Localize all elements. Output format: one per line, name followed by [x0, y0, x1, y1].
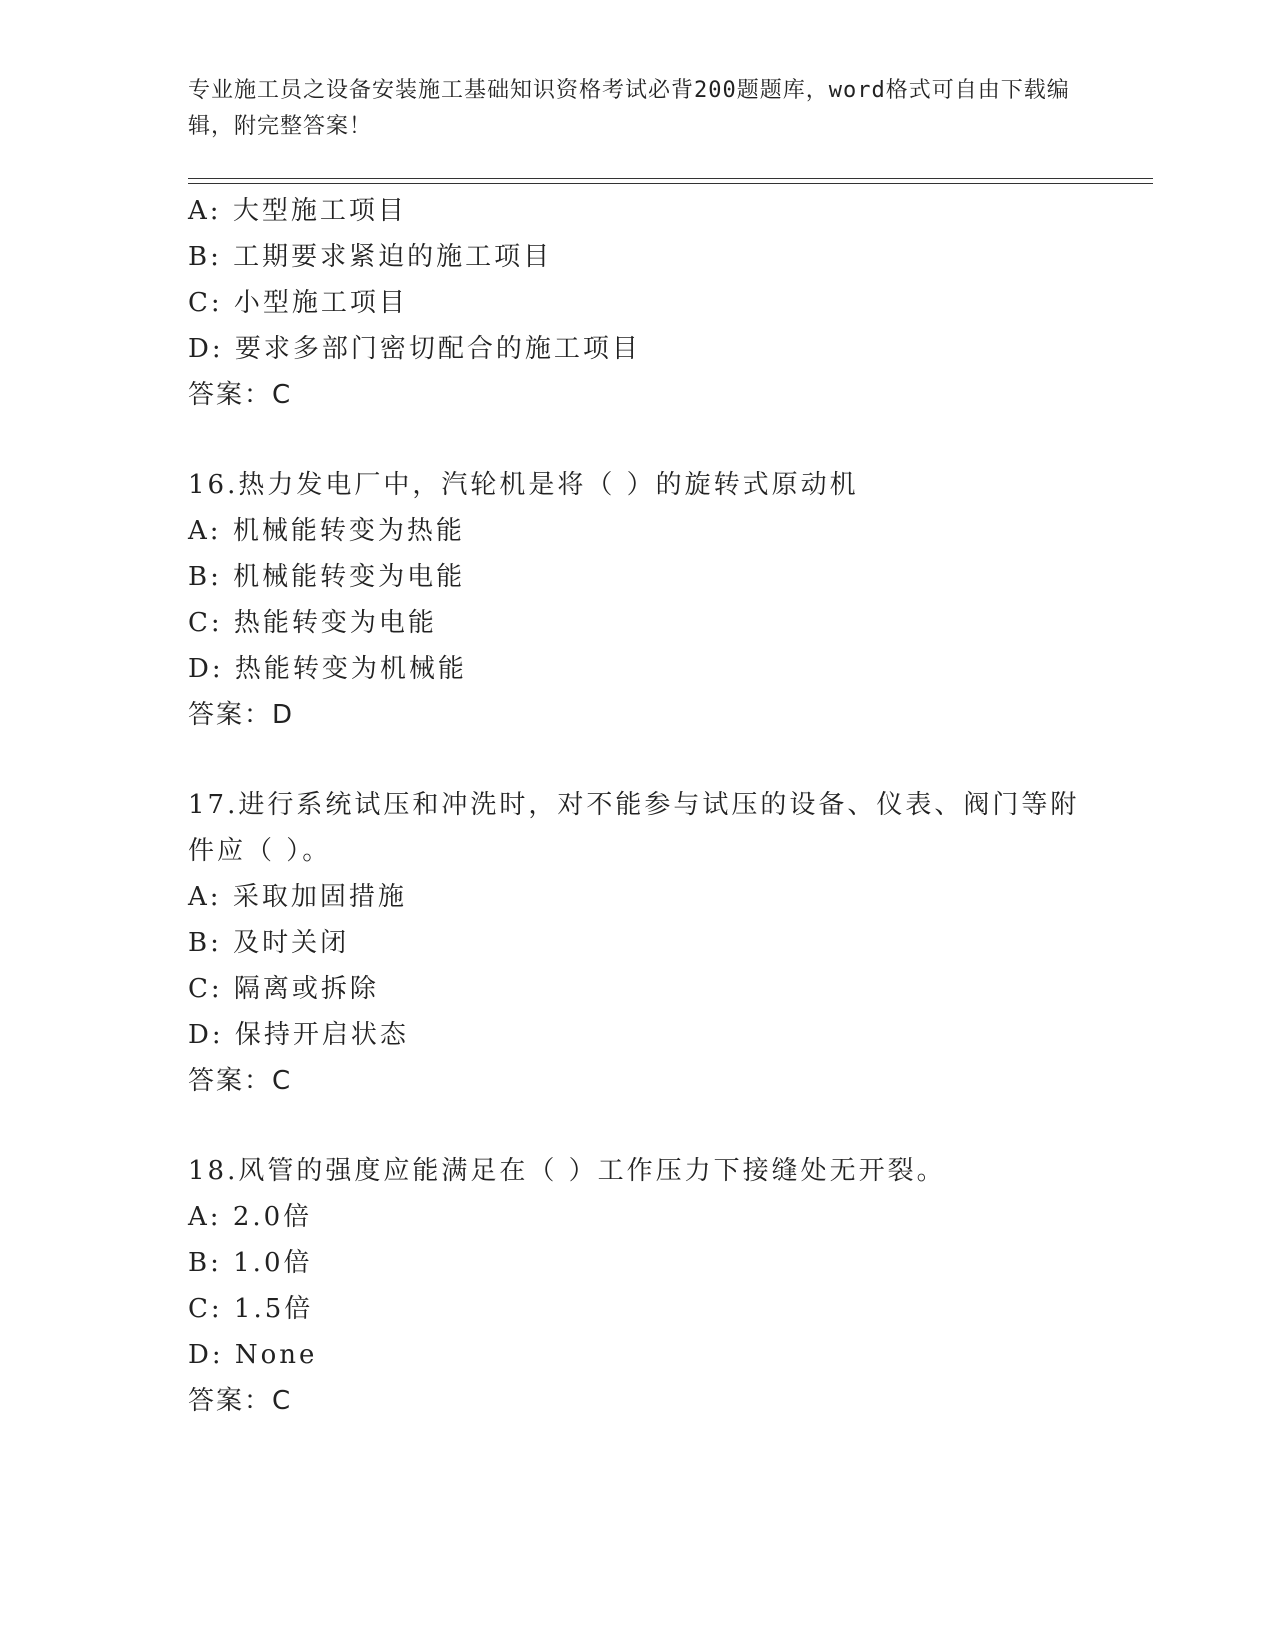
- option-d: D: 要求多部门密切配合的施工项目: [188, 334, 641, 364]
- option-c: C: 隔离或拆除: [188, 974, 379, 1004]
- question-stem: 18.风管的强度应能满足在（ ）工作压力下接缝处无开裂。: [188, 1156, 946, 1186]
- header-title: 专业施工员之设备安装施工基础知识资格考试必背200题题库，word格式可自由下载编辑，附完整答案！: [188, 78, 1070, 139]
- option-a: A: 大型施工项目: [188, 196, 407, 226]
- option-b: B: 机械能转变为电能: [188, 562, 466, 592]
- answer-label: 答案：D: [188, 700, 295, 730]
- option-c: C: 小型施工项目: [188, 288, 408, 318]
- question-stem: 17.进行系统试压和冲洗时，对不能参与试压的设备、仪表、阀门等附件应（ ）。: [188, 790, 1080, 866]
- option-d: D: 保持开启状态: [188, 1020, 409, 1050]
- answer-label: 答案：C: [188, 380, 293, 410]
- option-d: D: 热能转变为机械能: [188, 654, 467, 684]
- option-a: A: 采取加固措施: [188, 882, 407, 912]
- document-header: [188, 73, 1078, 145]
- option-c: C: 1.5倍: [188, 1294, 314, 1324]
- option-a: A: 机械能转变为热能: [188, 516, 465, 546]
- answer-label: 答案：C: [188, 1386, 293, 1416]
- question-stem: 16.热力发电厂中，汽轮机是将（ ）的旋转式原动机: [188, 470, 859, 500]
- question-block-18: [188, 1148, 1188, 1424]
- header-rule-bottom: [188, 183, 1153, 184]
- option-b: B: 1.0倍: [188, 1248, 313, 1278]
- option-d: D: None: [188, 1340, 318, 1370]
- option-c: C: 热能转变为电能: [188, 608, 437, 638]
- option-b: B: 及时关闭: [188, 928, 350, 958]
- question-content: [188, 188, 1188, 1424]
- question-block-15: [188, 188, 1188, 418]
- answer-label: 答案：C: [188, 1066, 293, 1096]
- header-rule-top: [188, 178, 1153, 179]
- option-a: A: 2.0倍: [188, 1202, 313, 1232]
- option-b: B: 工期要求紧迫的施工项目: [188, 242, 553, 272]
- question-block-16: [188, 462, 1188, 738]
- question-block-17: [188, 782, 1188, 1104]
